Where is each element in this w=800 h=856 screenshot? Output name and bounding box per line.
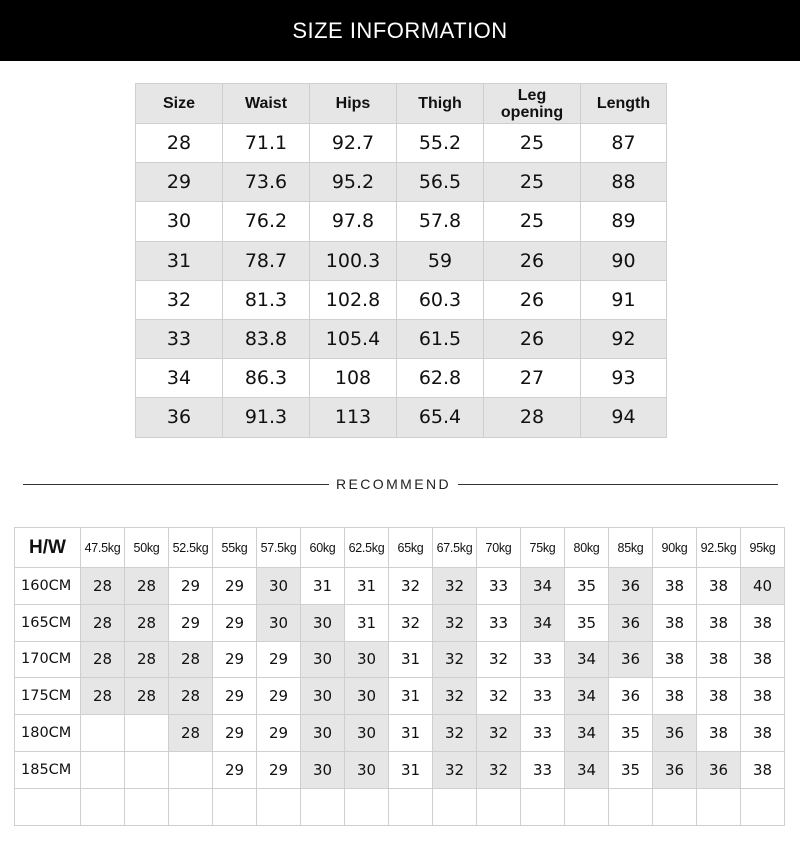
recommended-size-cell: 28 <box>81 604 125 641</box>
leg-opening-cell: 27 <box>484 359 581 398</box>
height-label: 175CM <box>15 678 81 715</box>
recommended-size-cell: 32 <box>433 751 477 788</box>
recommended-size-cell: 31 <box>345 568 389 605</box>
recommended-size-cell: 34 <box>565 678 609 715</box>
recommended-size-cell: 38 <box>653 604 697 641</box>
height-label: 185CM <box>15 751 81 788</box>
banner-title: SIZE INFORMATION <box>292 17 508 43</box>
waist-cell: 78.7 <box>223 241 310 280</box>
recommended-size-cell: 32 <box>389 604 433 641</box>
recommended-size-cell: 28 <box>169 678 213 715</box>
recommended-size-cell: 38 <box>697 604 741 641</box>
recommended-size-cell: 30 <box>301 678 345 715</box>
recommended-size-cell: 29 <box>213 678 257 715</box>
length-cell: 90 <box>581 241 667 280</box>
weight-header: 62.5kg <box>345 528 389 568</box>
height-label: 160CM <box>15 568 81 605</box>
leg-opening-cell: 26 <box>484 241 581 280</box>
recommended-size-cell: 36 <box>609 641 653 678</box>
recommended-size-cell: 38 <box>697 678 741 715</box>
leg-opening-cell: 28 <box>484 398 581 437</box>
thigh-cell: 62.8 <box>397 359 484 398</box>
height-label: 170CM <box>15 641 81 678</box>
recommended-size-cell: 34 <box>565 641 609 678</box>
weight-header: 52.5kg <box>169 528 213 568</box>
recommended-size-cell: 29 <box>213 568 257 605</box>
length-cell: 87 <box>581 124 667 163</box>
leg-opening-header: Leg opening <box>484 84 581 124</box>
hips-cell: 108 <box>310 359 397 398</box>
size-chart-header-row <box>136 84 667 124</box>
recommended-size-cell <box>81 751 125 788</box>
recommended-size-cell: 40 <box>741 568 785 605</box>
recommended-size-cell: 29 <box>169 604 213 641</box>
recommended-size-cell: 35 <box>609 751 653 788</box>
size-cell: 28 <box>136 124 223 163</box>
recommended-size-cell: 33 <box>521 715 565 752</box>
waist-cell: 91.3 <box>223 398 310 437</box>
recommended-size-cell: 36 <box>653 715 697 752</box>
thigh-cell: 55.2 <box>397 124 484 163</box>
weight-header: 92.5kg <box>697 528 741 568</box>
height-weight-corner: H/W <box>15 528 81 568</box>
recommended-size-cell: 28 <box>125 678 169 715</box>
hips-cell: 97.8 <box>310 202 397 241</box>
thigh-cell: 65.4 <box>397 398 484 437</box>
recommended-size-cell: 30 <box>301 751 345 788</box>
recommended-size-cell: 30 <box>301 604 345 641</box>
size-cell: 34 <box>136 359 223 398</box>
waist-cell: 71.1 <box>223 124 310 163</box>
recommended-size-cell: 30 <box>257 568 301 605</box>
recommended-size-cell: 28 <box>81 678 125 715</box>
waist-cell: 81.3 <box>223 280 310 319</box>
length-cell: 92 <box>581 319 667 358</box>
weight-header: 67.5kg <box>433 528 477 568</box>
recommended-size-cell: 32 <box>433 715 477 752</box>
hips-cell: 105.4 <box>310 319 397 358</box>
recommended-size-cell <box>345 788 389 825</box>
leg-opening-cell: 25 <box>484 202 581 241</box>
recommended-size-cell: 32 <box>433 678 477 715</box>
recommended-size-cell <box>741 788 785 825</box>
waist-cell: 73.6 <box>223 163 310 202</box>
recommended-size-cell: 29 <box>257 715 301 752</box>
recommended-size-cell: 30 <box>345 751 389 788</box>
hips-cell: 95.2 <box>310 163 397 202</box>
weight-header: 75kg <box>521 528 565 568</box>
size-chart-table <box>135 83 667 438</box>
recommended-size-cell: 32 <box>477 715 521 752</box>
length-cell: 88 <box>581 163 667 202</box>
recommended-size-cell: 29 <box>257 641 301 678</box>
size-row <box>136 124 667 163</box>
recommended-size-cell: 30 <box>345 678 389 715</box>
recommended-size-cell: 33 <box>477 568 521 605</box>
waist-cell: 86.3 <box>223 359 310 398</box>
recommended-size-cell: 30 <box>301 715 345 752</box>
thigh-cell: 56.5 <box>397 163 484 202</box>
height-row <box>15 678 785 715</box>
recommended-size-cell: 31 <box>389 751 433 788</box>
recommended-size-cell <box>81 788 125 825</box>
recommended-size-cell: 30 <box>345 641 389 678</box>
recommended-size-cell: 32 <box>433 604 477 641</box>
thigh-cell: 61.5 <box>397 319 484 358</box>
recommended-size-cell <box>125 715 169 752</box>
size-row <box>136 202 667 241</box>
length-header: Length <box>581 84 667 124</box>
hips-cell: 113 <box>310 398 397 437</box>
size-cell: 33 <box>136 319 223 358</box>
recommended-size-cell: 29 <box>257 751 301 788</box>
weight-header: 57.5kg <box>257 528 301 568</box>
recommended-size-cell <box>697 788 741 825</box>
leg-opening-cell: 26 <box>484 319 581 358</box>
weight-header: 47.5kg <box>81 528 125 568</box>
recommended-size-cell: 38 <box>653 678 697 715</box>
size-cell: 29 <box>136 163 223 202</box>
recommended-size-cell <box>213 788 257 825</box>
recommend-divider <box>0 474 800 496</box>
recommended-size-cell <box>125 788 169 825</box>
recommended-size-cell <box>477 788 521 825</box>
size-row <box>136 163 667 202</box>
recommended-size-cell: 28 <box>169 715 213 752</box>
recommended-size-cell <box>565 788 609 825</box>
weight-header: 90kg <box>653 528 697 568</box>
recommended-size-cell: 30 <box>257 604 301 641</box>
recommended-size-cell: 28 <box>125 604 169 641</box>
recommended-size-cell <box>653 788 697 825</box>
height-row <box>15 604 785 641</box>
recommended-size-cell: 29 <box>213 641 257 678</box>
recommendation-table <box>14 527 785 826</box>
recommended-size-cell: 28 <box>81 641 125 678</box>
recommended-size-cell: 38 <box>741 641 785 678</box>
size-row <box>136 241 667 280</box>
height-row <box>15 788 785 825</box>
size-cell: 30 <box>136 202 223 241</box>
recommended-size-cell <box>169 788 213 825</box>
recommended-size-cell <box>389 788 433 825</box>
recommended-size-cell <box>521 788 565 825</box>
height-label: 180CM <box>15 715 81 752</box>
recommended-size-cell: 31 <box>389 715 433 752</box>
divider-line-left <box>23 484 329 485</box>
recommended-size-cell: 31 <box>389 641 433 678</box>
thigh-header: Thigh <box>397 84 484 124</box>
leg-opening-cell: 26 <box>484 280 581 319</box>
size-cell: 36 <box>136 398 223 437</box>
size-header: Size <box>136 84 223 124</box>
leg-opening-cell: 25 <box>484 124 581 163</box>
weight-header: 55kg <box>213 528 257 568</box>
recommended-size-cell: 38 <box>653 641 697 678</box>
height-row <box>15 641 785 678</box>
weight-header: 65kg <box>389 528 433 568</box>
recommended-size-cell: 33 <box>521 751 565 788</box>
recommended-size-cell: 28 <box>125 641 169 678</box>
recommended-size-cell: 35 <box>609 715 653 752</box>
recommended-size-cell: 34 <box>565 751 609 788</box>
length-cell: 91 <box>581 280 667 319</box>
length-cell: 94 <box>581 398 667 437</box>
recommended-size-cell: 28 <box>169 641 213 678</box>
size-row <box>136 398 667 437</box>
recommended-size-cell: 38 <box>741 715 785 752</box>
recommended-size-cell: 35 <box>565 568 609 605</box>
recommended-size-cell: 38 <box>741 604 785 641</box>
recommended-size-cell: 38 <box>697 715 741 752</box>
recommended-size-cell: 36 <box>609 678 653 715</box>
recommended-size-cell: 30 <box>301 641 345 678</box>
recommended-size-cell: 32 <box>477 641 521 678</box>
thigh-cell: 57.8 <box>397 202 484 241</box>
length-cell: 93 <box>581 359 667 398</box>
recommended-size-cell: 33 <box>521 641 565 678</box>
recommended-size-cell <box>301 788 345 825</box>
weight-header: 80kg <box>565 528 609 568</box>
recommended-size-cell <box>433 788 477 825</box>
weight-header: 95kg <box>741 528 785 568</box>
height-row <box>15 715 785 752</box>
recommended-size-cell: 34 <box>565 715 609 752</box>
length-cell: 89 <box>581 202 667 241</box>
recommended-size-cell: 30 <box>345 715 389 752</box>
recommended-size-cell: 34 <box>521 604 565 641</box>
recommended-size-cell: 36 <box>653 751 697 788</box>
recommended-size-cell: 38 <box>697 568 741 605</box>
weight-header: 70kg <box>477 528 521 568</box>
height-row <box>15 568 785 605</box>
size-row <box>136 359 667 398</box>
recommended-size-cell: 32 <box>477 678 521 715</box>
recommended-size-cell: 33 <box>477 604 521 641</box>
leg-opening-cell: 25 <box>484 163 581 202</box>
recommended-size-cell <box>125 751 169 788</box>
height-label <box>15 788 81 825</box>
weight-header-row <box>15 528 785 568</box>
hips-cell: 100.3 <box>310 241 397 280</box>
height-label: 165CM <box>15 604 81 641</box>
waist-cell: 76.2 <box>223 202 310 241</box>
recommended-size-cell: 38 <box>653 568 697 605</box>
size-row <box>136 319 667 358</box>
recommended-size-cell: 28 <box>125 568 169 605</box>
size-row <box>136 280 667 319</box>
recommended-size-cell: 32 <box>433 568 477 605</box>
hips-cell: 92.7 <box>310 124 397 163</box>
recommended-size-cell: 32 <box>389 568 433 605</box>
recommended-size-cell <box>81 715 125 752</box>
recommended-size-cell <box>609 788 653 825</box>
size-cell: 32 <box>136 280 223 319</box>
recommended-size-cell: 35 <box>565 604 609 641</box>
size-information-banner <box>0 0 800 61</box>
weight-header: 60kg <box>301 528 345 568</box>
recommended-size-cell: 38 <box>741 751 785 788</box>
divider-line-right <box>458 484 778 485</box>
recommended-size-cell: 29 <box>169 568 213 605</box>
recommended-size-cell: 33 <box>521 678 565 715</box>
weight-header: 50kg <box>125 528 169 568</box>
size-cell: 31 <box>136 241 223 280</box>
height-row <box>15 751 785 788</box>
recommended-size-cell: 31 <box>301 568 345 605</box>
recommended-size-cell: 38 <box>741 678 785 715</box>
recommend-label: RECOMMEND <box>336 476 451 492</box>
recommended-size-cell: 36 <box>609 568 653 605</box>
recommended-size-cell: 36 <box>609 604 653 641</box>
recommended-size-cell: 38 <box>697 641 741 678</box>
recommended-size-cell: 31 <box>345 604 389 641</box>
hips-header: Hips <box>310 84 397 124</box>
recommended-size-cell: 29 <box>213 604 257 641</box>
recommended-size-cell: 29 <box>213 751 257 788</box>
recommended-size-cell: 29 <box>257 678 301 715</box>
recommended-size-cell <box>257 788 301 825</box>
recommended-size-cell: 31 <box>389 678 433 715</box>
waist-header: Waist <box>223 84 310 124</box>
recommended-size-cell <box>169 751 213 788</box>
weight-header: 85kg <box>609 528 653 568</box>
thigh-cell: 59 <box>397 241 484 280</box>
thigh-cell: 60.3 <box>397 280 484 319</box>
recommended-size-cell: 29 <box>213 715 257 752</box>
recommended-size-cell: 28 <box>81 568 125 605</box>
recommended-size-cell: 34 <box>521 568 565 605</box>
hips-cell: 102.8 <box>310 280 397 319</box>
recommended-size-cell: 36 <box>697 751 741 788</box>
waist-cell: 83.8 <box>223 319 310 358</box>
recommended-size-cell: 32 <box>477 751 521 788</box>
recommended-size-cell: 32 <box>433 641 477 678</box>
